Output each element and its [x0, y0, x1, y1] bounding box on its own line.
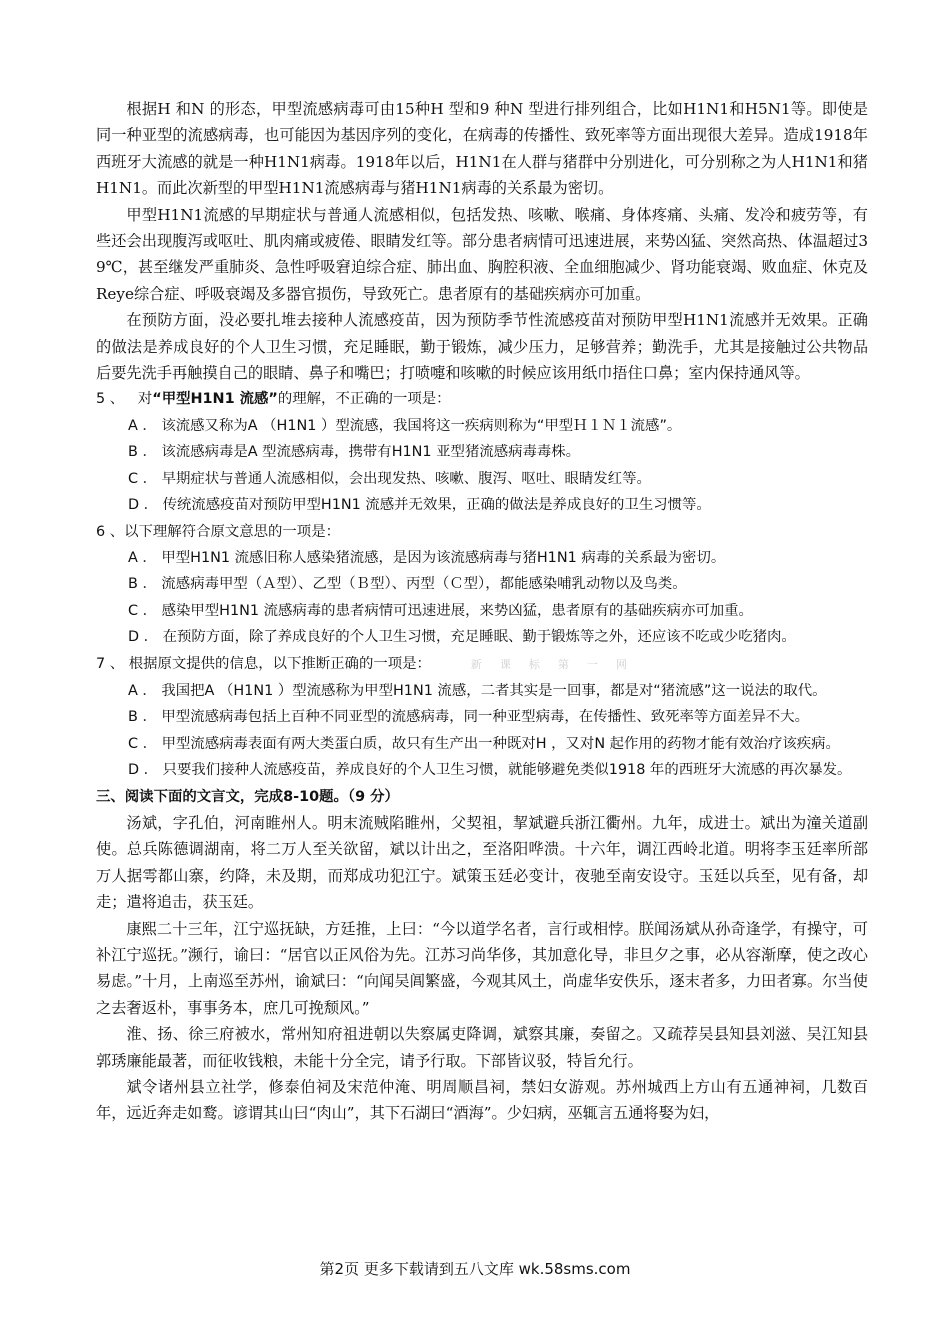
- question-7-option-c: C ． 甲型流感病毒表面有两大类蛋白质，故只有生产出一种既对H ，又对N 起作用的药物才能有效治疗该疾病。: [128, 735, 840, 752]
- passage-paragraph-2: 甲型H1N1流感的早期症状与普通人流感相似，包括发热、咳嗽、喉痛、身体疼痛、头痛、发冷和疲劳等，有些还会出现腹泻或呕吐、肌肉痛或疲倦、眼睛发红等。部分患者病情可迅速进展，来势凶猛、突然高热、体温超过39℃，甚至继发严重肺炎、急性呼吸窘迫综合症、肺出血、胸腔积液、全血细胞减少、肾功能衰竭、败血症、休克及Reye综合症、呼吸衰竭及多器官损伤，导致死亡。患者原有的基础疾病亦可加重。: [96, 205, 868, 303]
- question-5-option-d: D ． 传统流感疫苗对预防甲型H1N1 流感并无效果，正确的做法是养成良好的卫生习惯等。: [128, 497, 711, 514]
- question-5-stem-bold: “甲型H1N1 流感”: [152, 391, 278, 408]
- document-page: [96, 96, 868, 1127]
- question-5-number: 5 、: [96, 391, 125, 408]
- page-footer: 第2页 更多下载请到五八文库 wk.58sms.com: [319, 1260, 631, 1278]
- question-6-option-a: A ． 甲型H1N1 流感旧称人感染猪流感，是因为该流感病毒与猪H1N1 病毒的关系最为密切。: [128, 549, 726, 566]
- question-7-stem-line: [96, 651, 868, 678]
- question-5-option-b: B ． 该流感病毒是A 型流感病毒，携带有H1N1 亚型猪流感病毒毒株。: [128, 444, 581, 461]
- passage-paragraph-3: 在预防方面，没必要扎堆去接种人流感疫苗，因为预防季节性流感疫苗对预防甲型H1N1流感并无效果。正确的做法是养成良好的个人卫生习惯，充足睡眠，勤于锻炼，减少压力，足够营养；勤洗手，尤其是接触过公共物品后要先洗手再触摸自己的眼睛、鼻子和嘴巴；打喷嚏和咳嗽的时候应该用纸巾捂住口鼻；室内保持通风等。: [96, 311, 868, 383]
- question-6-option-b: B ． 流感病毒甲型（Ａ型）、乙型（Ｂ型）、丙型（Ｃ型），都能感染哺乳动物以及鸟类。: [128, 576, 687, 593]
- question-5-stem-post: 的理解，不正确的一项是：: [277, 391, 451, 408]
- question-7-option-b: B ． 甲型流感病毒包括上百种不同亚型的流感病毒，同一种亚型病毒，在传播性、致死率等方面差异不大。: [128, 709, 809, 726]
- question-5-option-c: C ． 早期症状与普通人流感相似，会出现发热、咳嗽、腹泻、呕吐、眼睛发红等。: [128, 470, 651, 487]
- question-5-stem-pre: 对: [137, 391, 153, 408]
- passage-paragraph-1: 根据H 和N 的形态，甲型流感病毒可由15种H 型和9 种N 型进行排列组合，比如H1N1和H5N1等。即使是同一种亚型的流感病毒，也可能因为基因序列的变化，在病毒的传播性、致死率等方面出现很大差异。造成1918年西班牙大流感的就是一种H1N1病毒。1918年以后，H1N1在人群与猪群中分别进化，可分别称之为人H1N1和猪H1N1。而此次新型的甲型H1N1流感病毒与猪H1N1病毒的关系最为密切。: [96, 100, 868, 198]
- question-5-option-a: A ． 该流感又称为A （H1N1 ）型流感，我国将这一疾病则称为“甲型Ｈ１Ｎ１流感”。: [128, 417, 682, 434]
- classical-paragraph-3: 淮、扬、徐三府被水，常州知府祖进朝以失察属吏降调，斌察其廉，奏留之。又疏荐吴县知县刘滋、吴江知县郭琇廉能最著，而征收钱粮，未能十分全完，请予行取。下部皆议驳，特旨允行。: [96, 1025, 868, 1070]
- classical-paragraph-1: 汤斌，字孔伯，河南睢州人。明末流贼陷睢州，父契祖，挈斌避兵浙江衢州。九年，成进士。斌出为潼关道副使。总兵陈德调湖南，将二万人至关欲留，斌以计出之，至洛阳哗溃。十六年，调江西岭北道。明将李玉廷率所部万人据雩都山寨，约降，未及期，而郑成功犯江宁。斌策玉廷必变计，夜驰至南安设守。玉廷以兵至，见有备，却走；遣将追击，获玉廷。: [96, 813, 868, 912]
- question-7-option-d: D ． 只要我们接种人流感疫苗，养成良好的个人卫生习惯，就能够避免类似1918 年的西班牙大流感的再次暴发。: [128, 762, 852, 779]
- question-5-stem: [96, 386, 868, 412]
- watermark-text: 新课标第一网: [470, 657, 645, 671]
- classical-paragraph-2: 康熙二十三年，江宁巡抚缺，方廷推，上曰：“今以道学名者，言行或相悖。朕闻汤斌从孙奇逢学，有操守，可补江宁巡抚。”濒行，谕曰：“居官以正风俗为先。江苏习尚华侈，其加意化导，非旦夕之事，必从容渐摩，使之改心易虑。”十月，上南巡至苏州，谕斌曰：“向闻吴阊繁盛，今观其风土，尚虚华安佚乐，逐末者多，力田者寡。尔当使之去奢返朴，事事务本，庶几可挽颓风。”: [96, 919, 868, 1017]
- question-7-stem: 7 、 根据原文提供的信息，以下推断正确的一项是：: [96, 655, 431, 672]
- question-7-option-a: A ． 我国把A （H1N1 ）型流感称为甲型H1N1 流感，二者其实是一回事，都是对“猪流感”这一说法的取代。: [128, 682, 827, 699]
- question-6-option-d: D ． 在预防方面，除了养成良好的个人卫生习惯，充足睡眠、勤于锻炼等之外，还应该不吃或少吃猪肉。: [128, 629, 796, 646]
- question-6-option-c: C ． 感染甲型H1N1 流感病毒的患者病情可迅速进展，来势凶猛，患者原有的基础疾病亦可加重。: [128, 602, 753, 619]
- section-3-heading: 三、阅读下面的文言文，完成8-10题。（9 分）: [96, 788, 399, 805]
- classical-paragraph-4: 斌令诸州县立社学，修泰伯祠及宋范仲淹、明周顺昌祠，禁妇女游观。苏州城西上方山有五通神祠，几数百年，远近奔走如鹜。谚谓其山曰“肉山”，其下石湖曰“酒海”。少妇病，巫辄言五通将娶为妇，: [96, 1078, 868, 1123]
- question-6-stem: 6 、以下理解符合原文意思的一项是：: [96, 523, 340, 540]
